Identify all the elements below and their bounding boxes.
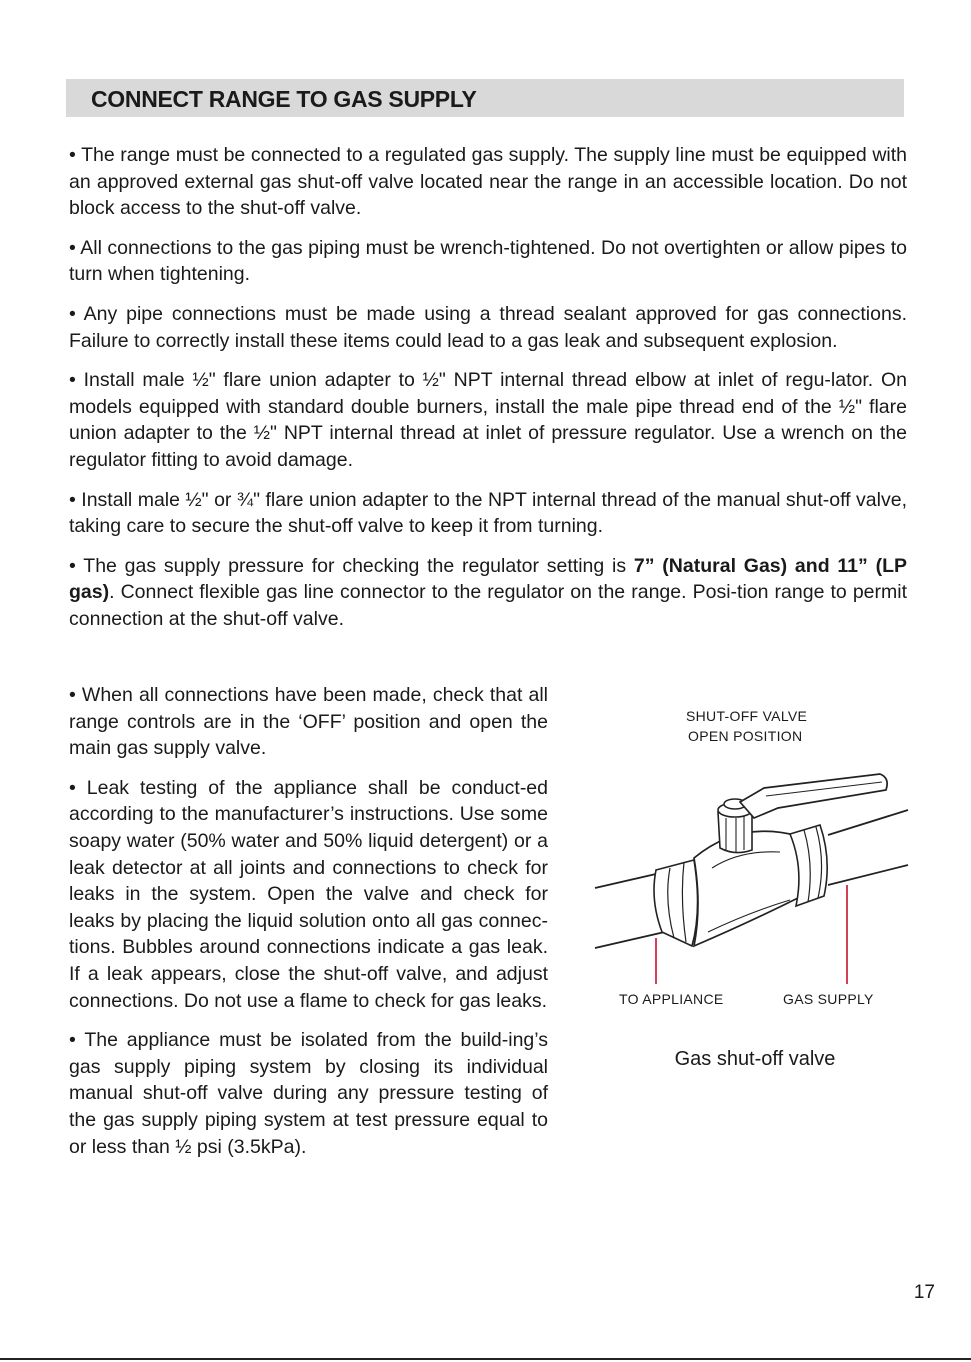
pressure-values: 7” (Natural Gas) and 11” (LP gas) bbox=[69, 554, 907, 604]
paragraph-isolation bbox=[69, 1027, 548, 1160]
paragraph-text: Any pipe connections must be made using a thread sealant approved for gas connections. Failure to correctly install these items could lead to a gas leak and subsequent explosion. bbox=[69, 302, 908, 352]
bullet-icon: • bbox=[69, 1029, 76, 1052]
bullet-icon: • bbox=[69, 488, 76, 511]
paragraph-supply-pressure bbox=[69, 553, 907, 633]
paragraph-check-controls bbox=[69, 682, 548, 762]
paragraph-text: The appliance must be isolated from the build-ing’s gas supply piping system by closing its individual manual shut-off valve during any pressure testing of the gas supply piping system at test pressure equal to or less than ½ psi (3.5kPa). bbox=[69, 1029, 548, 1158]
bullet-icon: • bbox=[69, 776, 76, 799]
paragraph-text: When all connections have been made, check that all range controls are in the ‘OFF’ position and open the main gas supply valve. bbox=[69, 684, 548, 760]
paragraph-text: All connections to the gas piping must be wrench-tightened. Do not overtighten or allow pipes to turn when tightening. bbox=[69, 236, 907, 286]
paragraph-text-post: . Connect flexible gas line connector to the regulator on the range. Posi-tion range to permit connection at the shut-off valve. bbox=[69, 581, 907, 630]
left-column-instructions bbox=[69, 682, 548, 1173]
paragraph-text: Install male ½" or ¾" flare union adapter to the NPT internal thread of the manual shut-off valve, taking care to secure the shut-off valve to keep it from turning. bbox=[69, 488, 907, 538]
bottom-divider bbox=[0, 1358, 971, 1360]
label-to-appliance: TO APPLIANCE bbox=[619, 991, 724, 1007]
paragraph-flare-union-regulator bbox=[69, 367, 907, 473]
paragraph-supply-line bbox=[69, 142, 907, 222]
figure-caption: Gas shut-off valve bbox=[674, 1048, 836, 1070]
paragraph-thread-sealant bbox=[69, 301, 907, 354]
bullet-icon: • bbox=[69, 684, 76, 706]
bullet-icon: • bbox=[69, 144, 76, 166]
gas-valve-figure bbox=[590, 700, 920, 1090]
page-number: 17 bbox=[913, 1282, 935, 1303]
bullet-icon: • bbox=[69, 302, 76, 325]
bullet-icon: • bbox=[69, 369, 76, 392]
full-width-instructions bbox=[69, 142, 907, 646]
paragraph-text-pre: The gas supply pressure for checking the regulator setting is bbox=[83, 554, 634, 577]
ball-valve-illustration-icon bbox=[590, 700, 920, 1000]
label-shutoff-valve: SHUT-OFF VALVE bbox=[686, 708, 808, 724]
section-header-bar bbox=[66, 79, 904, 117]
paragraph-flare-union-valve bbox=[69, 487, 907, 540]
bullet-icon: • bbox=[69, 554, 76, 577]
section-title: CONNECT RANGE TO GAS SUPPLY bbox=[91, 86, 477, 112]
paragraph-text: Leak testing of the appliance shall be conduct-ed according to the manufacturer’s instructions. Use some soapy water (50% water and 50% liquid detergent) or a leak detector at all joints and connections to check for leaks in the system. Open the valve and check for leaks by placing the liquid solution onto all gas connec-tions. Bubbles around connections indicate a gas leak. If a leak appears, close the shut-off valve, and adjust connections. Do not use a flame to check for gas leaks. bbox=[69, 776, 549, 1012]
label-open-position: OPEN POSITION bbox=[688, 728, 803, 744]
label-gas-supply: GAS SUPPLY bbox=[783, 991, 874, 1007]
paragraph-wrench-tighten bbox=[69, 235, 907, 288]
paragraph-text: The range must be connected to a regulated gas supply. The supply line must be equipped with an approved external gas shut-off valve located near the range in an accessible location. Do not block access to the shut-off valve. bbox=[69, 144, 907, 220]
bullet-icon: • bbox=[69, 236, 76, 259]
paragraph-leak-testing bbox=[69, 775, 548, 1014]
paragraph-text: Install male ½" flare union adapter to ½" NPT internal thread elbow at inlet of regu-lator. On models equipped with standard double burners, install the male pipe thread end of the ½" flare union adapter to the ½" NPT internal thread at inlet of pressure regulator. Use a wrench on the regulator fitting to avoid damage. bbox=[69, 369, 907, 471]
